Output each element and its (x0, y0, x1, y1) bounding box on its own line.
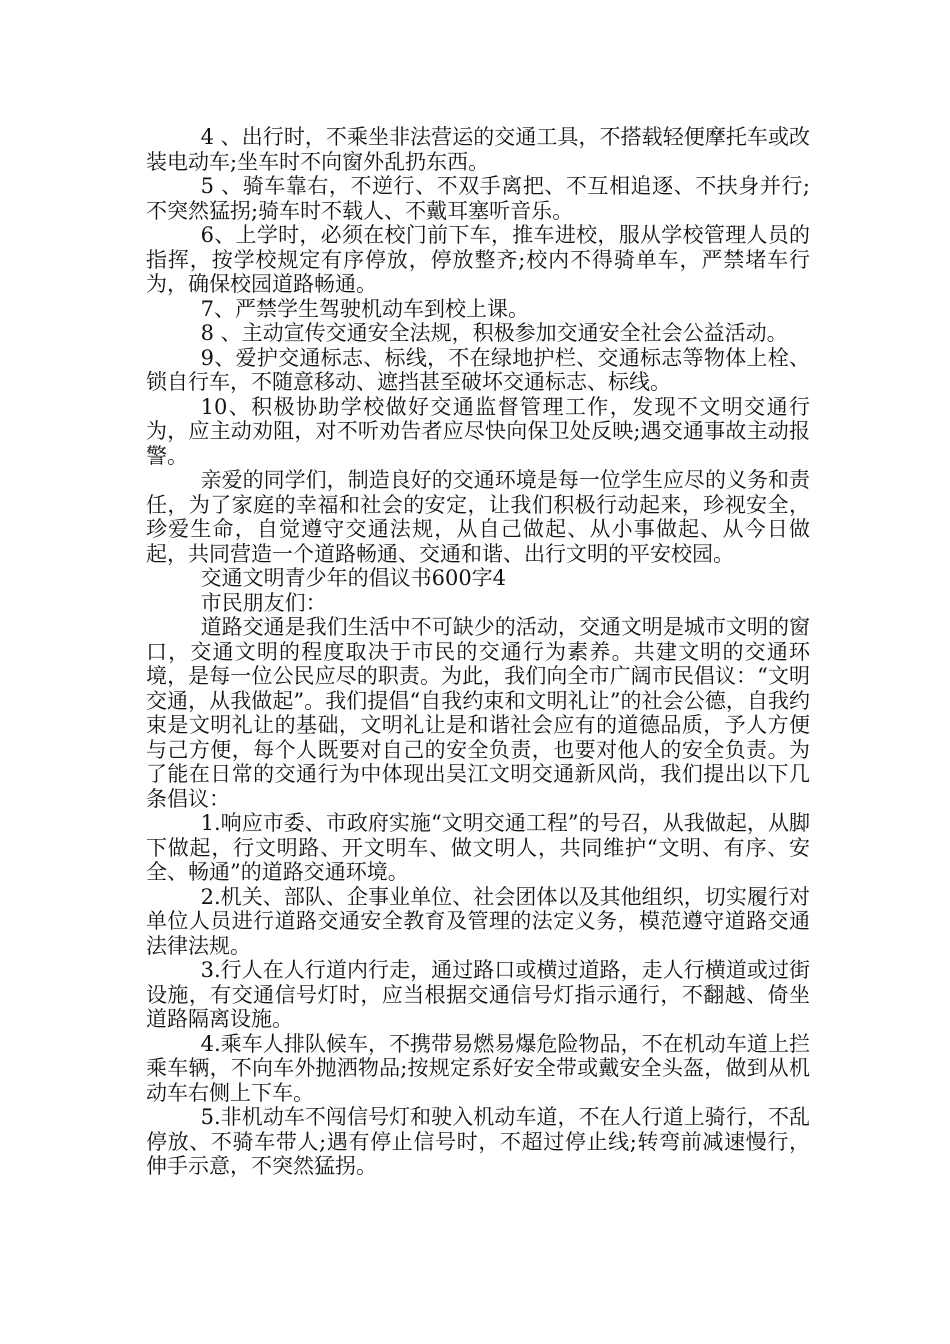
rule-item-8: 8 、主动宣传交通安全法规，积极参加交通安全社会公益活动。 (200, 321, 788, 345)
proposal-item-4: 4.乘车人排队候车，不携带易燃易爆危险物品，不在机动车道上拦乘车辆，不向车外抛洒物品;按规定系好安全带或戴安全头盔，做到从机动车右侧上下车。 (146, 1031, 810, 1105)
rule-item-7: 7、严禁学生驾驶机动车到校上课。 (200, 296, 529, 321)
salutation: 市民朋友们： (200, 590, 327, 615)
document-body (146, 125, 810, 1179)
rule-item-10: 10、积极协助学校做好交通监督管理工作，发现不文明交通行为，应主动劝阻，对不听劝告者应尽快向保卫处反映;遇交通事故主动报警。 (146, 394, 810, 468)
proposal-item-1: 1.响应市委、市政府实施“文明交通工程”的号召，从我做起，从脚下做起，行文明路、开文明车、做文明人，共同维护“文明、有序、安全、畅通”的道路交通环境。 (146, 811, 810, 884)
rule-item-4: 4 、出行时，不乘坐非法营运的交通工具，不搭载轻便摩托车或改装电动车;坐车时不向窗外乱扔东西。 (146, 125, 810, 174)
proposal-item-2: 2.机关、部队、企事业单位、社会团体以及其他组织，切实履行对单位人员进行道路交通安全教育及管理的法定义务，模范遵守道路交通法律法规。 (146, 884, 810, 958)
closing-paragraph: 亲爱的同学们，制造良好的交通环境是每一位学生应尽的义务和责任，为了家庭的幸福和社会的安定，让我们积极行动起来，珍视安全，珍爱生命，自觉遵守交通法规，从自己做起、从小事做起、从今日做起，共同营造一个道路畅通、交通和谐、出行文明的平安校园。 (146, 468, 810, 566)
section-title: 交通文明青少年的倡议书600字4 (200, 566, 507, 590)
intro-paragraph: 道路交通是我们生活中不可缺少的活动，交通文明是城市文明的窗口，交通文明的程度取决于市民的交通行为素养。共建文明的交通环境，是每一位公民应尽的职责。为此，我们向全市广阔市民倡议：“文明交通，从我做起”。我们提倡“自我约束和文明礼让”的社会公德，自我约束是文明礼让的基础，文明礼让是和谐社会应有的道德品质，予人方便与己方便，每个人既要对自己的安全负责，也要对他人的安全负责。为了能在日常的交通行为中体现出吴江文明交通新风尚，我们提出以下几条倡议： (146, 615, 810, 811)
rule-item-9: 9、爱护交通标志、标线，不在绿地护栏、交通标志等物体上栓、锁自行车，不随意移动、遮挡甚至破坏交通标志、标线。 (146, 345, 810, 394)
proposal-item-5: 5.非机动车不闯信号灯和驶入机动车道，不在人行道上骑行，不乱停放、不骑车带人;遇有停止信号时，不超过停止线;转弯前减速慢行，伸手示意，不突然猛拐。 (146, 1105, 810, 1178)
rule-item-5: 5 、骑车靠右，不逆行、不双手离把、不互相追逐、不扶身并行;不突然猛拐;骑车时不载人、不戴耳塞听音乐。 (146, 174, 810, 223)
rule-item-6: 6、上学时，必须在校门前下车，推车进校，服从学校管理人员的指挥，按学校规定有序停放，停放整齐;校内不得骑单车，严禁堵车行为，确保校园道路畅通。 (146, 223, 810, 296)
proposal-item-3: 3.行人在人行道内行走，通过路口或横过道路，走人行横道或过街设施，有交通信号灯时，应当根据交通信号灯指示通行，不翻越、倚坐道路隔离设施。 (146, 958, 810, 1031)
